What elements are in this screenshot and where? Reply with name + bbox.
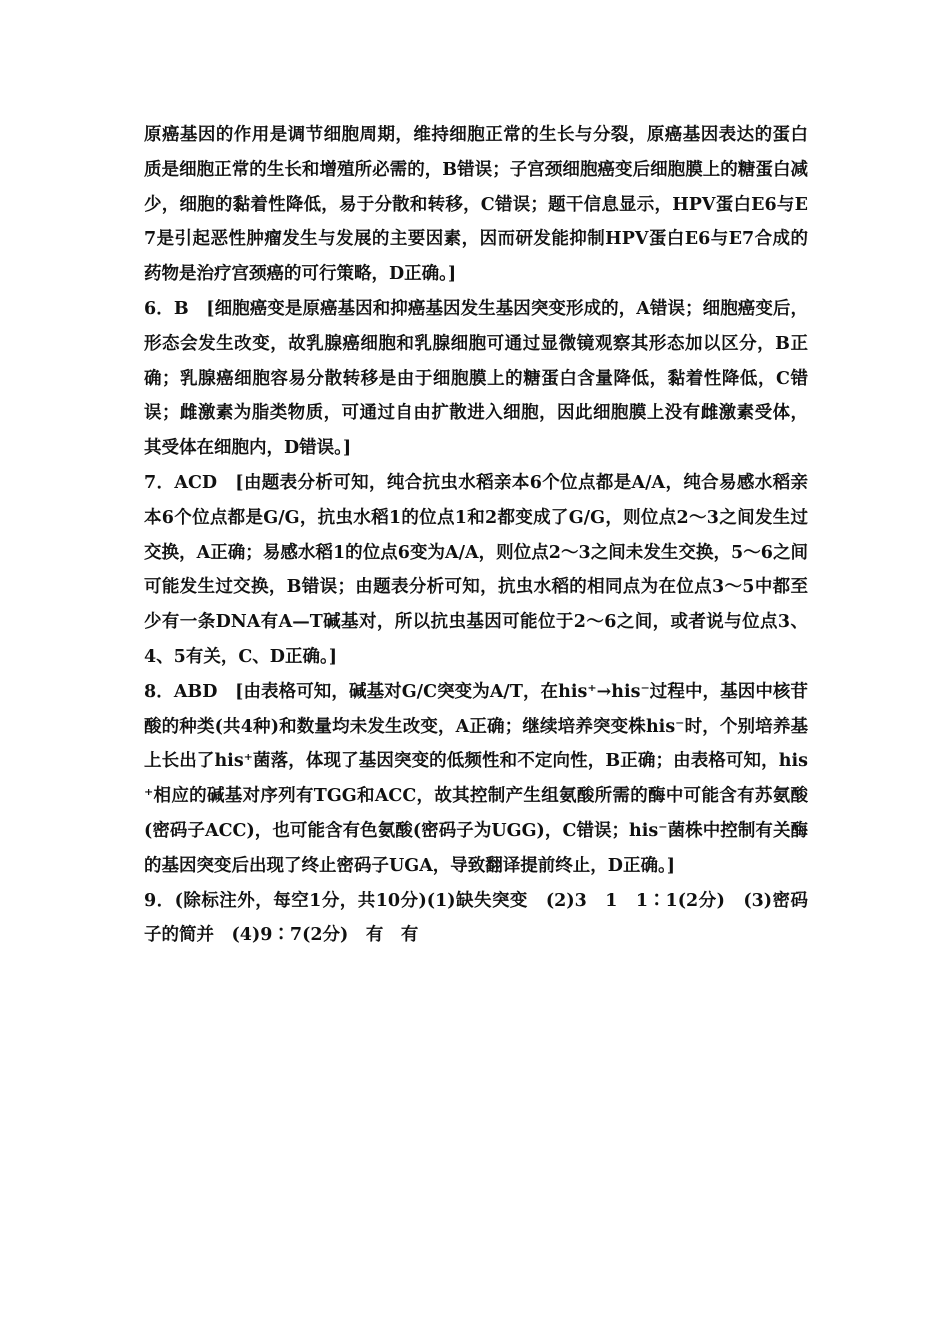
answer-continuation-paragraph: 原癌基因的作用是调节细胞周期，维持细胞正常的生长与分裂，原癌基因表达的蛋白质是细胞正常的生长和增殖所必需的，B错误；子宫颈细胞癌变后细胞膜上的糖蛋白减少，细胞的黏着性降低，易于分散和转移，C错误；题干信息显示，HPV蛋白E6与E7是引起恶性肿瘤发生与发展的主要因素，因而研发能抑制HPV蛋白E6与E7合成的药物是治疗宫颈癌的可行策略，D正确。]: [144, 125, 808, 285]
answer-6-paragraph: 6．B [细胞癌变是原癌基因和抑癌基因发生基因突变形成的，A错误；细胞癌变后，形态会发生改变，故乳腺癌细胞和乳腺细胞可通过显微镜观察其形态加以区分，B正确；乳腺癌细胞容易分散转移是由于细胞膜上的糖蛋白含量降低，黏着性降低，C错误；雌激素为脂类物质，可通过自由扩散进入细胞，因此细胞膜上没有雌激素受体，其受体在细胞内，D错误。]: [144, 298, 808, 459]
answer-9-paragraph: 9．(除标注外，每空1分，共10分)(1)缺失突变 (2)3 1 1∶1(2分) (3)密码子的简并 (4)9∶7(2分) 有 有: [144, 890, 808, 946]
answer-7-paragraph: 7．ACD [由题表分析可知，纯合抗虫水稻亲本6个位点都是A/A，纯合易感水稻亲本6个位点都是G/G，抗虫水稻1的位点1和2都变成了G/G，则位点2～3之间发生过交换，A正确；易感水稻1的位点6变为A/A，则位点2～3之间未发生交换，5～6之间可能发生过交换，B错误；由题表分析可知，抗虫水稻的相同点为在位点3～5中都至少有一条DNA有A—T碱基对，所以抗虫基因可能位于2～6之间，或者说与位点3、4、5有关，C、D正确。]: [144, 472, 808, 667]
answer-text-block: [144, 118, 808, 953]
answer-8-paragraph: 8．ABD [由表格可知，碱基对G/C突变为A/T，在his⁺→his⁻过程中，基因中核苷酸的种类(共4种)和数量均未发生改变，A正确；继续培养突变株his⁻时，个别培养基上长出了his⁺菌落，体现了基因突变的低频性和不定向性，B正确；由表格可知，his⁺相应的碱基对序列有TGG和ACC，故其控制产生组氨酸所需的酶中可能含有苏氨酸(密码子ACC)，也可能含有色氨酸(密码子为UGG)，C错误；his⁻菌株中控制有关酶的基因突变后出现了终止密码子UGA，导致翻译提前终止，D正确。]: [144, 681, 808, 876]
